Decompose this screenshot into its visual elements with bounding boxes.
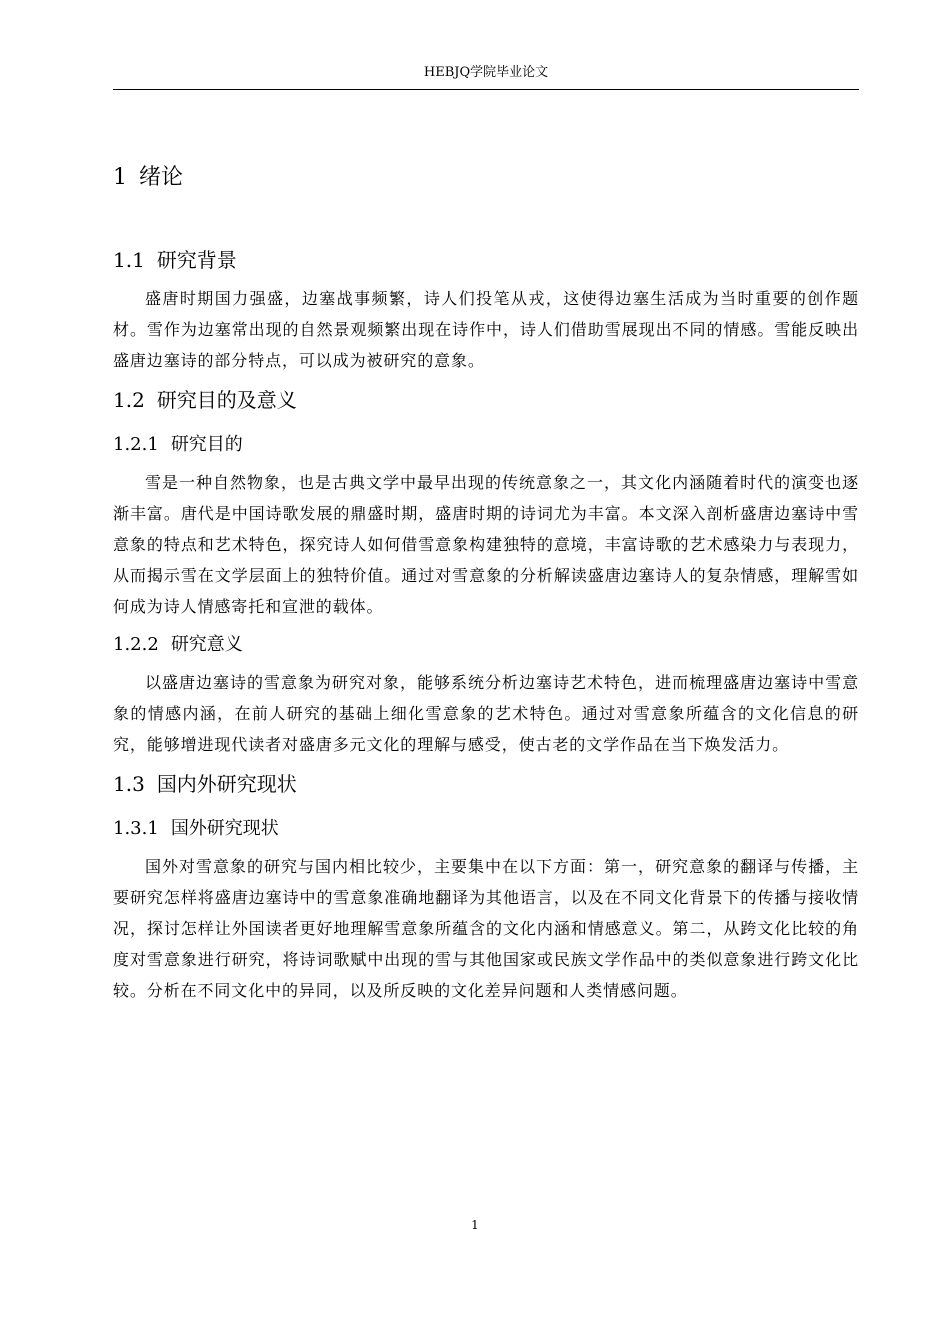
section-heading-1-1 [113,240,859,280]
paragraph-research-significance: 以盛唐边塞诗的雪意象为研究对象，能够系统分析边塞诗艺术特色，进而梳理盛唐边塞诗中雪意象的情感内涵，在前人研究的基础上细化雪意象的艺术特色。通过对雪意象所蕴含的文化信息的研究，能够增进现代读者对盛唐多元文化的理解与感受，使古老的文学作品在当下焕发活力。 [113,673,859,754]
subsection-title: 国外研究现状 [170,818,279,839]
section-number: 1.2 [113,388,145,412]
subsection-title: 研究意义 [170,634,243,655]
chapter-heading [113,158,859,198]
header-title: HEBJQ学院毕业论文 [423,65,549,80]
section-title: 研究背景 [156,248,237,272]
section-heading-1-2 [113,380,859,420]
subsection-title: 研究目的 [170,434,243,455]
subsection-heading-1-3-1 [113,810,859,848]
page-number: 1 [471,1218,479,1232]
paragraph-foreign-research-status: 国外对雪意象的研究与国内相比较少，主要集中在以下方面：第一，研究意象的翻译与传播，主要研究怎样将盛唐边塞诗中的雪意象准确地翻译为其他语言，以及在不同文化背景下的传播与接收情况，探讨怎样让外国读者更好地理解雪意象所蕴含的文化内涵和情感意义。第二，从跨文化比较的角度对雪意象进行研究，将诗词歌赋中出现的雪与其他国家或民族文学作品中的类似意象进行跨文化比较。分析在不同文化中的异同，以及所反映的文化差异问题和人类情感问题。 [113,857,859,1000]
section-title: 研究目的及意义 [156,388,297,412]
paragraph-research-background: 盛唐时期国力强盛，边塞战事频繁，诗人们投笔从戎，这使得边塞生活成为当时重要的创作题材。雪作为边塞常出现的自然景观频繁出现在诗作中，诗人们借助雪展现出不同的情感。雪能反映出盛唐边塞诗的部分特点，可以成为被研究的意象。 [113,289,859,370]
section-number: 1.3 [113,772,145,796]
paragraph-research-purpose: 雪是一种自然物象，也是古典文学中最早出现的传统意象之一，其文化内涵随着时代的演变也逐渐丰富。唐代是中国诗歌发展的鼎盛时期，盛唐时期的诗词尤为丰富。本文深入剖析盛唐边塞诗中雪意象的特点和艺术特色，探究诗人如何借雪意象构建独特的意境，丰富诗歌的艺术感染力与表现力，从而揭示雪在文学层面上的独特价值。通过对雪意象的分析解读盛唐边塞诗人的复杂情感，理解雪如何成为诗人情感寄托和宣泄的载体。 [113,473,859,616]
page-header [113,63,859,90]
chapter-number: 1 [113,165,127,190]
section-number: 1.1 [113,248,145,272]
subsection-heading-1-2-2 [113,626,859,664]
subsection-number: 1.2.2 [113,634,159,655]
section-title: 国内外研究现状 [156,772,297,796]
document-body [113,158,859,1010]
subsection-number: 1.2.1 [113,434,159,455]
chapter-title: 绪论 [139,165,184,190]
section-heading-1-3 [113,764,859,804]
subsection-number: 1.3.1 [113,818,159,839]
subsection-heading-1-2-1 [113,426,859,464]
